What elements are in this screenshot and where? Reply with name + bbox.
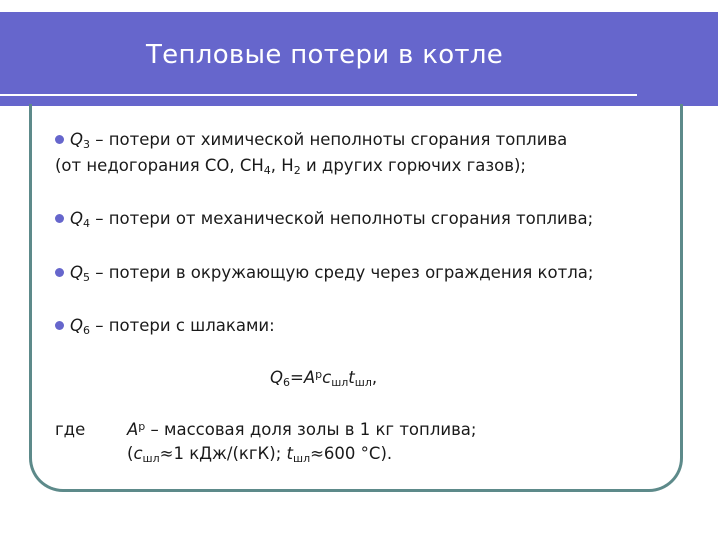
item-q5: $Q_5$ – потери в окружающую среду через ограждения котла; [55, 263, 593, 283]
bullet-icon [55, 268, 64, 277]
slide-title: Тепловые потери в котле [146, 40, 504, 70]
where-ash-definition: $A^p$ – массовая доля золы в 1 кг топлива; [127, 420, 477, 439]
item-q3-continuation: (от недогорания СО, $СН_4$, $Н_2$ и других горючих газов); [55, 156, 526, 177]
where-constants: ($c_{шл}\approx 1$ кДж/(кгК); $t_{шл}\approx 600$ °С). [127, 444, 393, 465]
formula-q6: $Q_6=A^pc_{шл}t_{шл}$, [270, 368, 378, 389]
item-q6: $Q_6$ – потери с шлаками: [55, 316, 275, 336]
bullet-icon [55, 214, 64, 223]
bullet-icon [55, 321, 64, 330]
item-q3: $Q_3$ – потери от химической неполноты сгорания топлива [55, 130, 567, 150]
bullet-icon [55, 135, 64, 144]
header-divider [0, 94, 637, 96]
item-q4: $Q_4$ – потери от механической неполноты сгорания топлива; [55, 209, 593, 229]
where-label: где [55, 420, 86, 439]
